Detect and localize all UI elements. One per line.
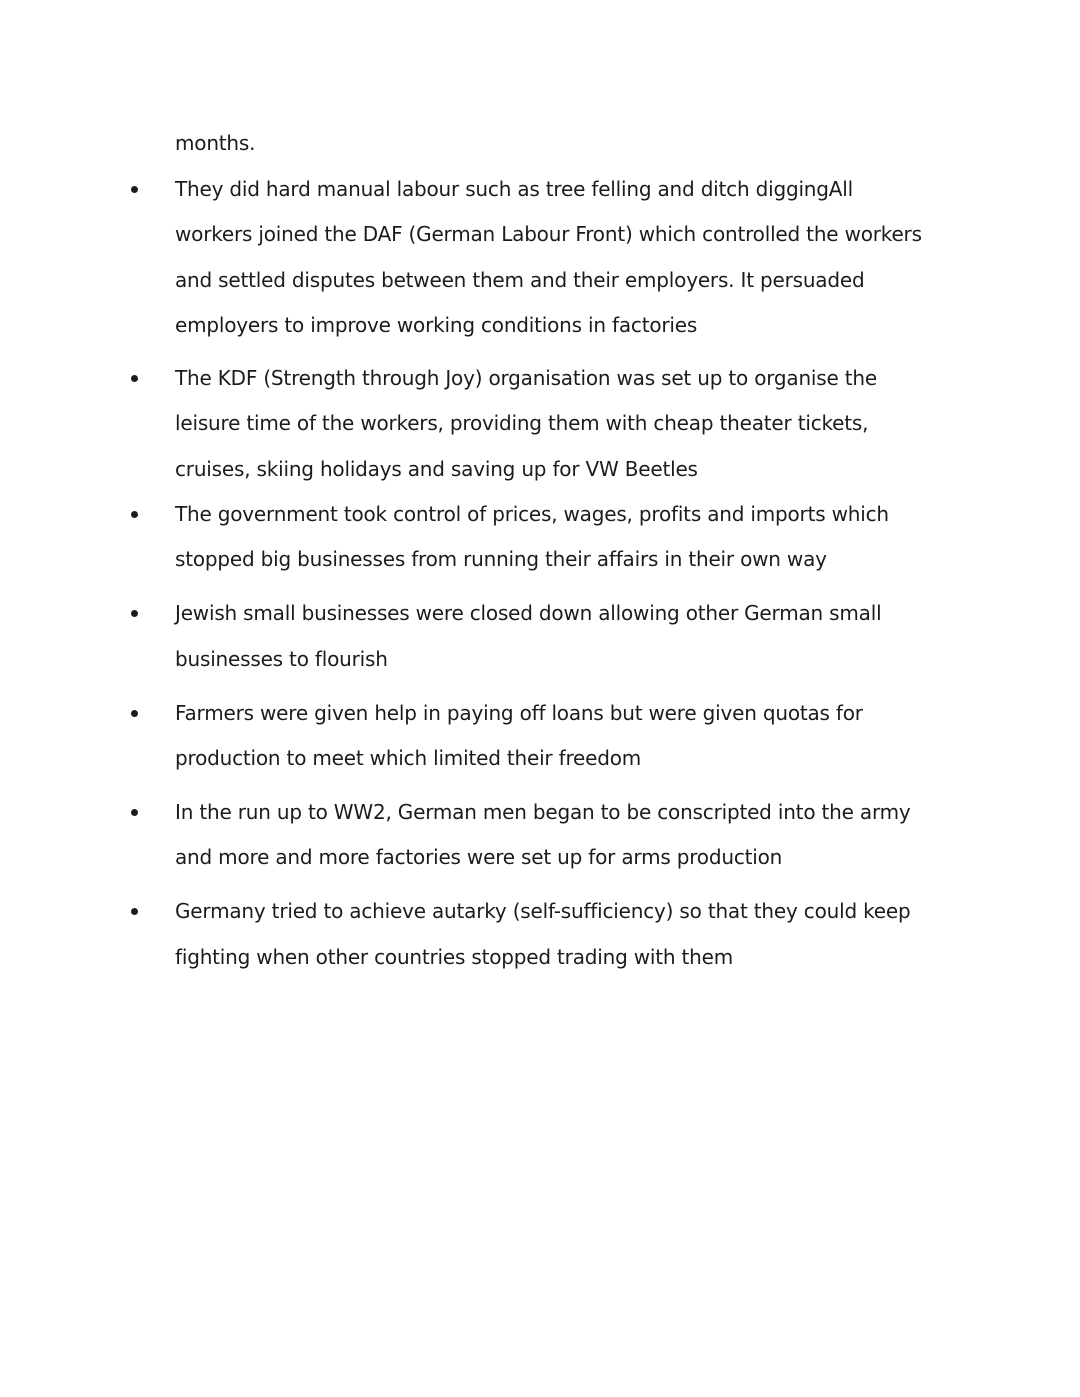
text-line: The government took control of prices, wages, profits and imports which <box>175 502 889 526</box>
text-line: In the run up to WW2, German men began to be conscripted into the army <box>175 800 911 824</box>
text-line: fighting when other countries stopped trading with them <box>175 945 734 969</box>
text-line: employers to improve working conditions in factories <box>175 313 698 337</box>
text-line: cruises, skiing holidays and saving up for VW Beetles <box>175 457 698 481</box>
text-line: Farmers were given help in paying off loans but were given quotas for <box>175 701 863 725</box>
bullet-1 <box>131 186 138 193</box>
text-line: The KDF (Strength through Joy) organisation was set up to organise the <box>175 366 877 390</box>
text-line: months. <box>175 131 256 155</box>
bullet-5 <box>131 710 138 717</box>
bullet-7 <box>131 908 138 915</box>
text-line: Jewish small businesses were closed down allowing other German small <box>175 601 882 625</box>
text-line: They did hard manual labour such as tree felling and ditch diggingAll <box>175 177 853 201</box>
bullet-4 <box>131 610 138 617</box>
bullet-3 <box>131 511 138 518</box>
text-line: production to meet which limited their freedom <box>175 746 642 770</box>
bullet-2 <box>131 375 138 382</box>
text-line: Germany tried to achieve autarky (self-sufficiency) so that they could keep <box>175 899 911 923</box>
text-line: leisure time of the workers, providing them with cheap theater tickets, <box>175 411 869 435</box>
text-line: and settled disputes between them and their employers. It persuaded <box>175 268 865 292</box>
bullet-6 <box>131 809 138 816</box>
text-line: businesses to flourish <box>175 647 388 671</box>
text-line: stopped big businesses from running their affairs in their own way <box>175 547 827 571</box>
text-line: and more and more factories were set up for arms production <box>175 845 783 869</box>
text-line: workers joined the DAF (German Labour Front) which controlled the workers <box>175 222 922 246</box>
